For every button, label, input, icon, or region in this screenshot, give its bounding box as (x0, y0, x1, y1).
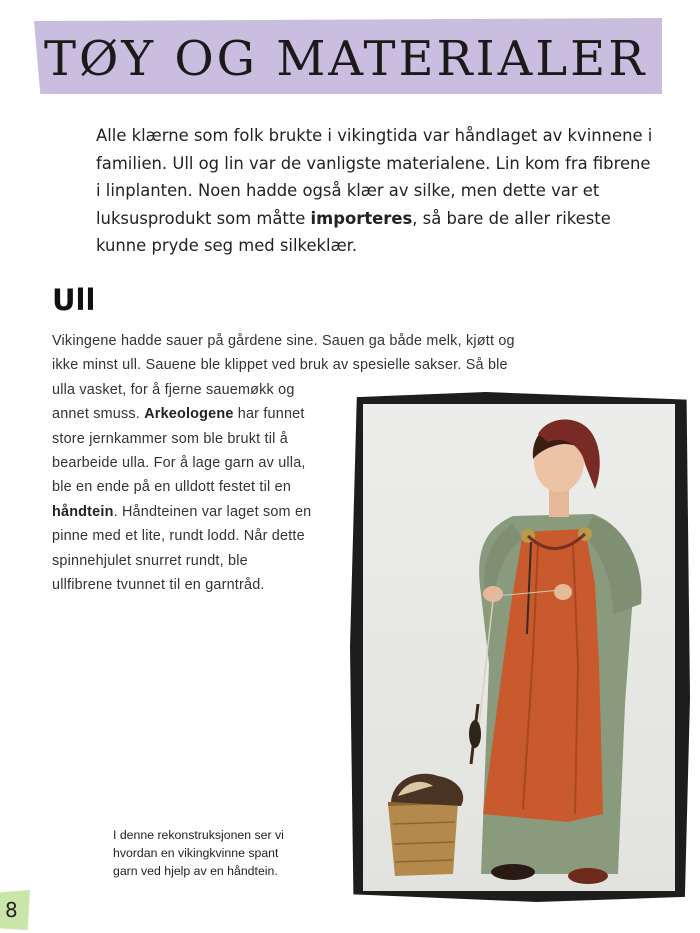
body-line-text: . Håndteinen var laget som en (113, 503, 312, 520)
viking-woman-illustration (363, 404, 675, 891)
body-line-text: har funnet (233, 406, 305, 423)
body-line: bearbeide ulla. For å lage garn av ulla, (52, 455, 306, 472)
body-line: pinne med et lite, rundt lodd. Når dette (52, 528, 305, 545)
body-line: ulla vasket, for å fjerne sauemøkk og (52, 381, 295, 398)
page-number: 8 (5, 898, 18, 922)
caption-line: hvordan en vikingkvinne spant (113, 846, 279, 860)
section-heading-ull: Ull (52, 283, 96, 317)
body-line: Vikingene hadde sauer på gårdene sine. Sauen ga både melk, kjøtt og (52, 333, 515, 349)
caption-line: garn ved hjelp av en håndtein. (113, 864, 278, 878)
term-handtein: håndtein (52, 503, 114, 520)
photo-caption (113, 826, 343, 880)
body-line: store jernkammer som ble brukt til å (52, 430, 288, 447)
intro-text-end: , så bare de aller rikeste kunne pryde seg med silkeklær. (96, 208, 611, 255)
body-line-text: annet smuss. (52, 406, 145, 423)
intro-text-start: Alle klærne som folk brukte i vikingtida var håndlaget av kvinnene i familien. Ull og lin var de vanligste materialene. Lin kom fra fibrene i linplanten. Noen hadde også klær av silke, men dette var et luksusprodukt som måtte (96, 126, 653, 228)
page-title: TØY OG MATERIALER (44, 31, 648, 87)
body-line: spinnehjulet snurret rundt, ble (52, 552, 248, 569)
photo-frame (350, 392, 690, 902)
body-line: ikke minst ull. Sauene ble klippet ved bruk av spesielle sakser. Så ble (52, 357, 508, 374)
term-arkeologene: Arkeologene (144, 406, 234, 423)
body-line: ullfibrene tvunnet til en garntråd. (52, 577, 265, 594)
term-importeres: importeres (310, 208, 413, 228)
body-line: ble en ende på en ulldott festet til en (52, 479, 292, 496)
photo-viking-woman-spinning (363, 404, 675, 891)
intro-paragraph (96, 122, 656, 260)
caption-line: I denne rekonstruksjonen ser vi (113, 828, 284, 842)
